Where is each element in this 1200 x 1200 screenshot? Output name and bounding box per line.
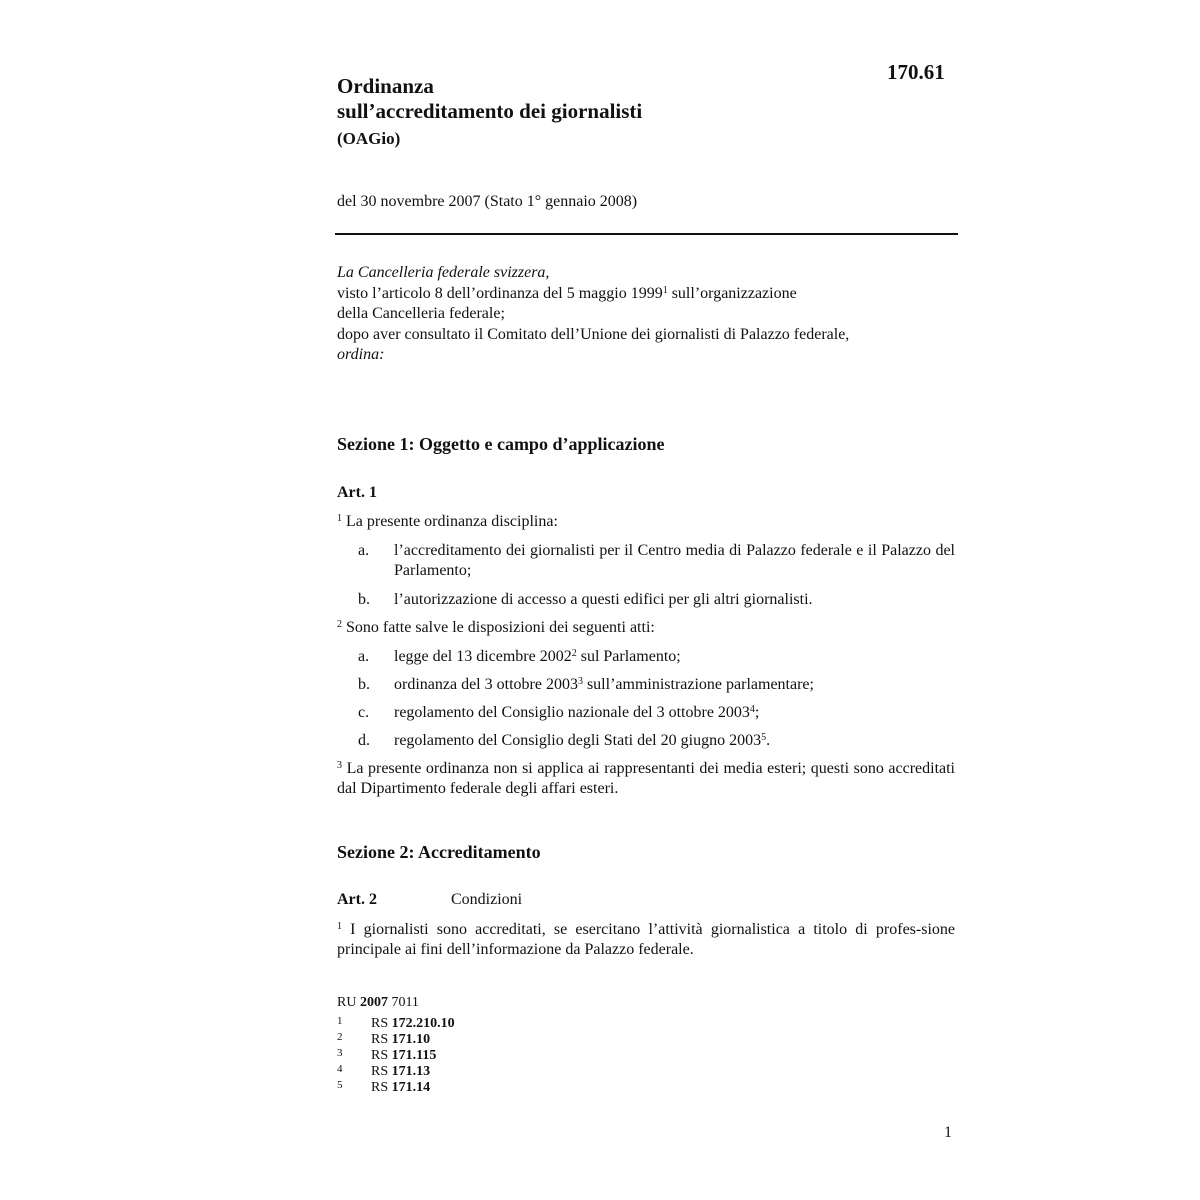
art-2-heading: Condizioni — [451, 891, 523, 908]
ru-prefix: RU — [337, 995, 360, 1010]
footnote-text — [371, 1032, 430, 1048]
footnote-text — [371, 1016, 455, 1032]
list-text — [394, 703, 955, 723]
art-1-paragraph-2 — [337, 618, 955, 638]
document-date: del 30 novembre 2007 (Stato 1° gennaio 2008) — [337, 193, 638, 210]
footnote-prefix: RS — [371, 1016, 392, 1031]
footnote-number: 2 — [337, 1031, 343, 1043]
paragraph-number: 1 — [337, 513, 342, 524]
list-letter: b. — [358, 591, 370, 608]
footnote-ref-2: 2 — [571, 648, 577, 659]
footnote-ref: 171.115 — [391, 1048, 437, 1063]
footnote-ref-1: 1 — [662, 284, 668, 296]
list-text-tail: . — [766, 732, 771, 749]
paragraph-number: 2 — [337, 619, 342, 630]
ru-page: 7011 — [387, 995, 419, 1010]
list-text: l’autorizzazione di accesso a questi edifici per gli altri giornalisti. — [394, 591, 813, 608]
document-title — [337, 74, 642, 124]
footnote-prefix: RS — [371, 1048, 392, 1063]
list-text-tail: sull’amministrazione parlamentare; — [582, 676, 814, 693]
list-text — [394, 647, 955, 667]
footnote-ref: 171.10 — [391, 1032, 431, 1047]
list-letter: d. — [358, 732, 370, 749]
paragraph-text: La presente ordinanza disciplina: — [342, 513, 558, 530]
preamble-authority: La Cancelleria federale svizzera, — [337, 264, 550, 281]
list-text — [394, 731, 955, 751]
footnote-ref: 171.14 — [391, 1080, 431, 1095]
footnote-number: 5 — [337, 1079, 343, 1091]
preamble-line-3: dopo aver consultato il Comitato dell’Unione dei giornalisti di Palazzo federale, — [337, 325, 850, 343]
list-text-main: regolamento del Consiglio nazionale del 3 ottobre 2003 — [394, 704, 750, 721]
footnote-text — [371, 1064, 430, 1080]
section-2-title: Sezione 2: Accreditamento — [337, 842, 541, 862]
ru-year: 2007 — [359, 995, 388, 1010]
list-text-tail: ; — [754, 704, 760, 721]
official-compilation-ref — [337, 995, 419, 1011]
footnote-text — [371, 1080, 430, 1096]
list-letter: a. — [358, 648, 370, 665]
preamble-line-1-text: visto l’articolo 8 dell’ordinanza del 5 maggio 1999 — [337, 284, 663, 302]
paragraph-number: 3 — [337, 760, 342, 771]
footnote-prefix: RS — [371, 1080, 392, 1095]
paragraph-number: 1 — [337, 921, 342, 932]
art-2-paragraph-1 — [337, 920, 955, 960]
footnote-number: 3 — [337, 1047, 343, 1059]
footnote-ref: 171.13 — [391, 1064, 431, 1079]
list-letter: c. — [358, 704, 370, 721]
page-number: 1 — [944, 1124, 952, 1141]
preamble-line-1-tail: sull’organizzazione — [667, 284, 797, 302]
paragraph-text: I giornalisti sono accreditati, se esercitano l’attività giornalistica a titolo di profes-sione principale ai fini dell’informazione da Palazzo federale. — [337, 921, 955, 958]
art-2-label — [337, 891, 523, 909]
footnote-ref-4: 4 — [749, 704, 755, 715]
paragraph-text: Sono fatte salve le disposizioni dei seguenti atti: — [342, 619, 655, 636]
footnote-ref: 172.210.10 — [391, 1016, 455, 1031]
list-letter: a. — [358, 542, 370, 559]
list-text-tail: sul Parlamento; — [576, 648, 681, 665]
art-1-number: Art. 1 — [337, 484, 377, 501]
art-2-number: Art. 2 — [337, 891, 377, 908]
title-line-1: Ordinanza — [337, 74, 434, 98]
list-text-main: ordinanza del 3 ottobre 2003 — [394, 676, 578, 693]
title-line-2: sull’accreditamento dei giornalisti — [337, 99, 643, 123]
preamble-ordina: ordina: — [337, 346, 385, 363]
paragraph-text: La presente ordinanza non si applica ai rappresentanti dei media esteri; questi sono accreditati dal Dipartimento federale degli affari esteri. — [337, 760, 955, 797]
preamble — [337, 263, 957, 366]
art-1-paragraph-3 — [337, 759, 955, 799]
section-1-title: Sezione 1: Oggetto e campo d’applicazione — [337, 434, 665, 454]
footnote-ref-5: 5 — [761, 732, 767, 743]
footnote-prefix: RS — [371, 1064, 392, 1079]
header-divider — [335, 233, 958, 235]
footnote-number: 4 — [337, 1063, 343, 1075]
document-number: 170.61 — [887, 60, 945, 84]
preamble-line-1 — [337, 284, 957, 305]
list-letter: b. — [358, 676, 370, 693]
footnote-ref-3: 3 — [577, 676, 583, 687]
list-text: l’accreditamento dei giornalisti per il Centro media di Palazzo federale e il Palazzo del Parlamento; — [394, 542, 955, 579]
footnote-prefix: RS — [371, 1032, 392, 1047]
document-abbreviation: (OAGio) — [337, 129, 401, 148]
footnote-number: 1 — [337, 1015, 343, 1027]
list-text-main: legge del 13 dicembre 2002 — [394, 648, 572, 665]
art-1-paragraph-1 — [337, 512, 955, 532]
list-text — [394, 675, 955, 695]
list-text-main: regolamento del Consiglio degli Stati del 20 giugno 2003 — [394, 732, 762, 749]
footnote-text — [371, 1048, 436, 1064]
art-1-label — [337, 484, 377, 502]
preamble-line-2: della Cancelleria federale; — [337, 305, 505, 322]
